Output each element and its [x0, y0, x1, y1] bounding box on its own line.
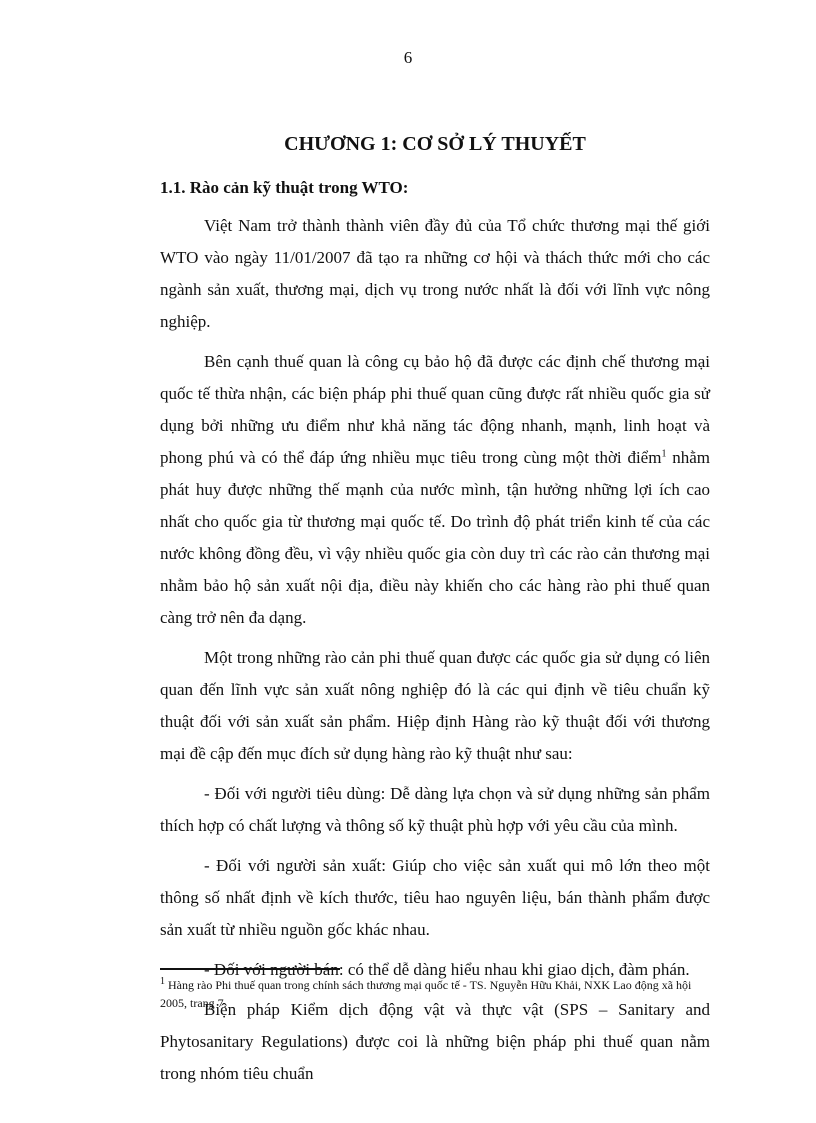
paragraph-2: [160, 346, 710, 634]
paragraph-4: - Đối với người tiêu dùng: Dễ dàng lựa chọn và sử dụng những sản phẩm thích hợp có chất lượng và thông số kỹ thuật phù hợp với yêu cầu của mình.: [160, 784, 710, 835]
paragraph-7: Biện pháp Kiểm dịch động vật và thực vật (SPS – Sanitary and Phytosanitary Regulations) được coi là những biện pháp phi thuế quan nằm trong nhóm tiêu chuẩn: [160, 1000, 710, 1083]
paragraph-6: - Đối với người bán: có thể dễ dàng hiểu nhau khi giao dịch, đàm phán.: [204, 960, 690, 979]
chapter-title: CHƯƠNG 1: CƠ SỞ LÝ THUYẾT: [284, 133, 586, 155]
paragraph-5: - Đối với người sản xuất: Giúp cho việc sản xuất qui mô lớn theo một thông số nhất định về kích thước, tiêu hao nguyên liệu, bán thành phẩm được sản xuất từ nhiều nguồn gốc khác nhau.: [160, 856, 710, 939]
footnote-mark: 1: [160, 976, 165, 987]
footnote: [160, 976, 710, 1012]
body-text: [160, 210, 710, 1098]
paragraph-3: Một trong những rào cản phi thuế quan được các quốc gia sử dụng có liên quan đến lĩnh vực sản xuất nông nghiệp đó là các qui định về tiêu chuẩn kỹ thuật đối với sản xuất sản phẩm. Hiệp định Hàng rào kỹ thuật đối với thương mại đề cập đến mục đích sử dụng hàng rào kỹ thuật như sau:: [160, 648, 710, 763]
footnote-divider: [160, 968, 340, 970]
paragraph-2-part-1: Bên cạnh thuế quan là công cụ bảo hộ đã được các định chế thương mại quốc tế thừa nhận, các biện pháp phi thuế quan cũng được rất nhiều quốc gia sử dụng bởi những ưu điểm như khả năng tác động nhanh, mạnh, linh hoạt và phong phú và có thể đáp ứng nhiều mục tiêu trong cùng một thời điểm: [160, 352, 710, 467]
paragraph-1: Việt Nam trở thành thành viên đầy đủ của Tổ chức thương mại thế giới WTO vào ngày 11/01/2007 đã tạo ra những cơ hội và thách thức mới cho các ngành sản xuất, thương mại, dịch vụ trong nước nhất là đối với lĩnh vực nông nghiệp.: [160, 216, 710, 331]
paragraph-2-part-2: nhằm phát huy được những thế mạnh của nước mình, tận hưởng những lợi ích cao nhất cho quốc gia từ thương mại quốc tế. Do trình độ phát triển kinh tế của các nước không đồng đều, vì vậy nhiều quốc gia còn duy trì các rào cản thương mại nhằm bảo hộ sản xuất nội địa, điều này khiến cho các hàng rào phi thuế quan càng trở nên đa dạng.: [160, 448, 710, 627]
footnote-text: Hàng rào Phi thuế quan trong chính sách thương mại quốc tế - TS. Nguyễn Hữu Khải, NXK Lao động xã hội 2005, trang 7.: [160, 978, 692, 1010]
page-number: 6: [403, 48, 413, 67]
section-heading: 1.1. Rào cản kỹ thuật trong WTO:: [160, 178, 409, 197]
footnote-reference: 1: [661, 448, 667, 460]
